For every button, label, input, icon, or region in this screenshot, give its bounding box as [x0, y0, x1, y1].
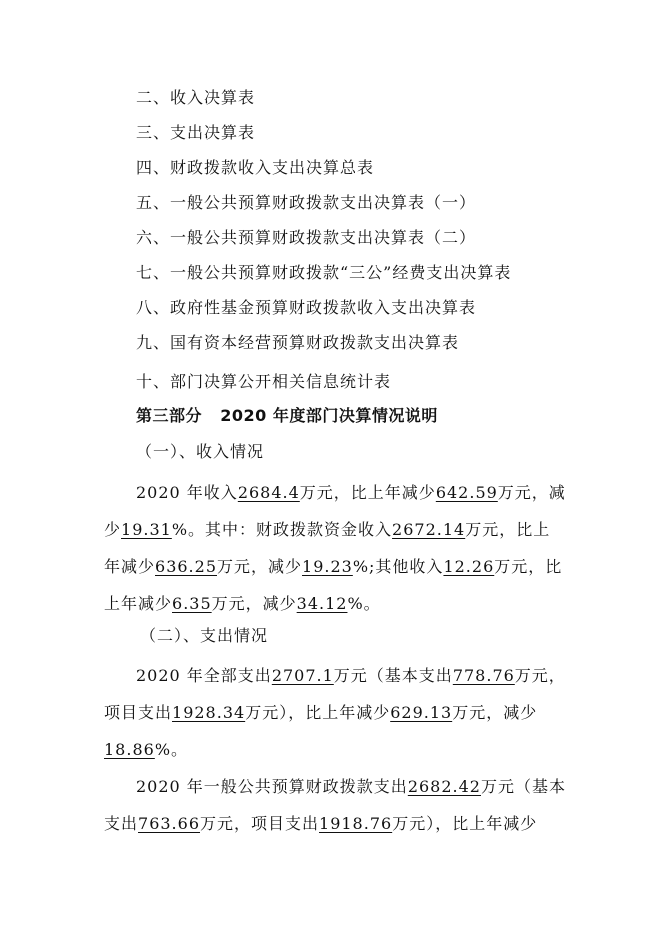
toc-item-5: 五、一般公共预算财政拨款支出决算表（一）: [136, 193, 477, 212]
expense-heading: （二）、支出情况: [140, 626, 269, 645]
toc-item-9: 九、国有资本经营预算财政拨款支出决算表: [136, 333, 460, 352]
income-heading: （一）、收入情况: [136, 442, 265, 461]
toc-item-8: 八、政府性基金预算财政拨款收入支出决算表: [136, 298, 477, 317]
expense-paragraph: 2020 年全部支出2707.1万元（基本支出778.76万元，项目支出1928.34万元），比上年减少629.13万元，减少18.86%。: [104, 666, 566, 759]
toc-item-4: 四、财政拨款收入支出决算总表: [136, 158, 375, 177]
toc-item-7: 七、一般公共预算财政拨款“三公”经费支出决算表: [136, 263, 512, 282]
general-budget-paragraph: 2020 年一般公共预算财政拨款支出2682.42万元（基本支出763.66万元，项目支出1918.76万元），比上年减少: [104, 777, 566, 833]
toc-item-6: 六、一般公共预算财政拨款支出决算表（二）: [136, 228, 477, 247]
toc-item-2: 二、收入决算表: [136, 88, 256, 107]
income-paragraph: 2020 年收入2684.4万元，比上年减少642.59万元，减少19.31%。其中：财政拨款资金收入2672.14万元，比上年减少636.25万元，减少19.23%;其他收入12.26万元，比上年减少6.35万元，减少34.12%。: [104, 483, 566, 613]
section-title: 第三部分 2020 年度部门决算情况说明: [136, 406, 438, 425]
toc-item-3: 三、支出决算表: [136, 123, 256, 142]
toc-item-10: 十、部门决算公开相关信息统计表: [136, 372, 392, 391]
